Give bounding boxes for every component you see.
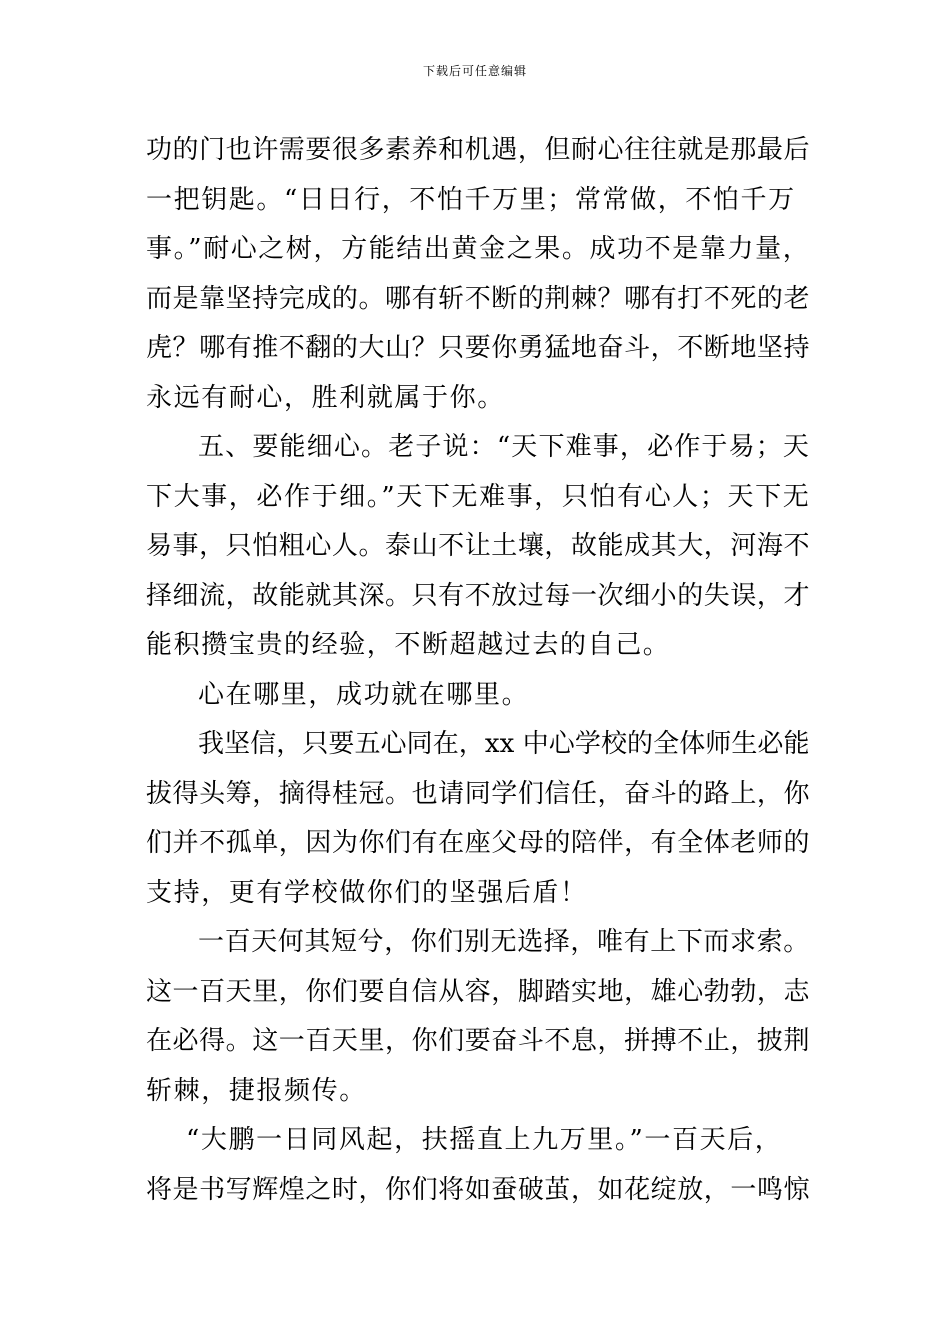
text-line: 拔得头筹，摘得桂冠。也请同学们信任，奋斗的路上，你 (146, 778, 811, 809)
text-line: 虎？哪有推不翻的大山？只要你勇猛地奋斗，不断地坚持 (146, 333, 811, 363)
paragraph-careful (146, 423, 810, 671)
text-line: 永远有耐心，胜利就属于你。 (146, 382, 505, 413)
text-line: 事。”耐心之树，方能结出黄金之果。成功不是靠力量， (146, 234, 811, 264)
text-line: 在必得。这一百天里，你们要奋斗不息，拼搏不止，披荆 (146, 1026, 811, 1056)
text-line: 一百天何其短兮，你们别无选择，唯有上下而求索。 (198, 927, 810, 957)
text-line: 功的门也许需要很多素养和机遇，但耐心往往就是那最后 (146, 135, 811, 165)
text-line: 心在哪里，成功就在哪里。 (198, 679, 530, 710)
paragraph-belief (146, 720, 810, 918)
text-line: 择细流，故能就其深。只有不放过每一次细小的失误，才 (146, 580, 811, 611)
text-line: 易事，只怕粗心人。泰山不让土壤，故能成其大，河海不 (146, 531, 811, 561)
paragraph-roc-quote (146, 1116, 810, 1215)
document-body (146, 126, 810, 1215)
paragraph-heart-success (146, 671, 810, 721)
paragraph-hundred-days (146, 918, 810, 1116)
text-line: 能积攒宝贵的经验，不断超越过去的自己。 (146, 630, 671, 660)
text-line: 下大事，必作于细。”天下无难事，只怕有心人；天下无 (146, 481, 811, 512)
text-line: 将是书写辉煌之时，你们将如蚕破茧，如花绽放，一鸣惊 (146, 1174, 811, 1205)
text-line: 我坚信，只要五心同在，xx 中心学校的全体师生必能 (198, 729, 810, 759)
text-line: “大鹏一日同风起，扶摇直上九万里。”一百天后， (186, 1125, 783, 1155)
text-line: 这一百天里，你们要自信从容，脚踏实地，雄心勃勃，志 (146, 976, 811, 1007)
text-line: 支持，更有学校做你们的坚强后盾！ (146, 877, 588, 908)
text-line: 一把钥匙。“日日行，不怕千万里；常常做，不怕千万 (146, 184, 796, 215)
page-header: 下载后可任意编辑 (422, 64, 527, 78)
text-line: 们并不孤单，因为你们有在座父母的陪伴，有全体老师的 (146, 828, 811, 858)
text-line: 而是靠坚持完成的。哪有斩不断的荆棘？哪有打不死的老 (146, 283, 811, 314)
paragraph-patience (146, 126, 810, 423)
text-line: 五、要能细心。老子说：“天下难事，必作于易；天 (198, 432, 811, 462)
text-line: 斩棘，捷报频传。 (146, 1075, 367, 1106)
